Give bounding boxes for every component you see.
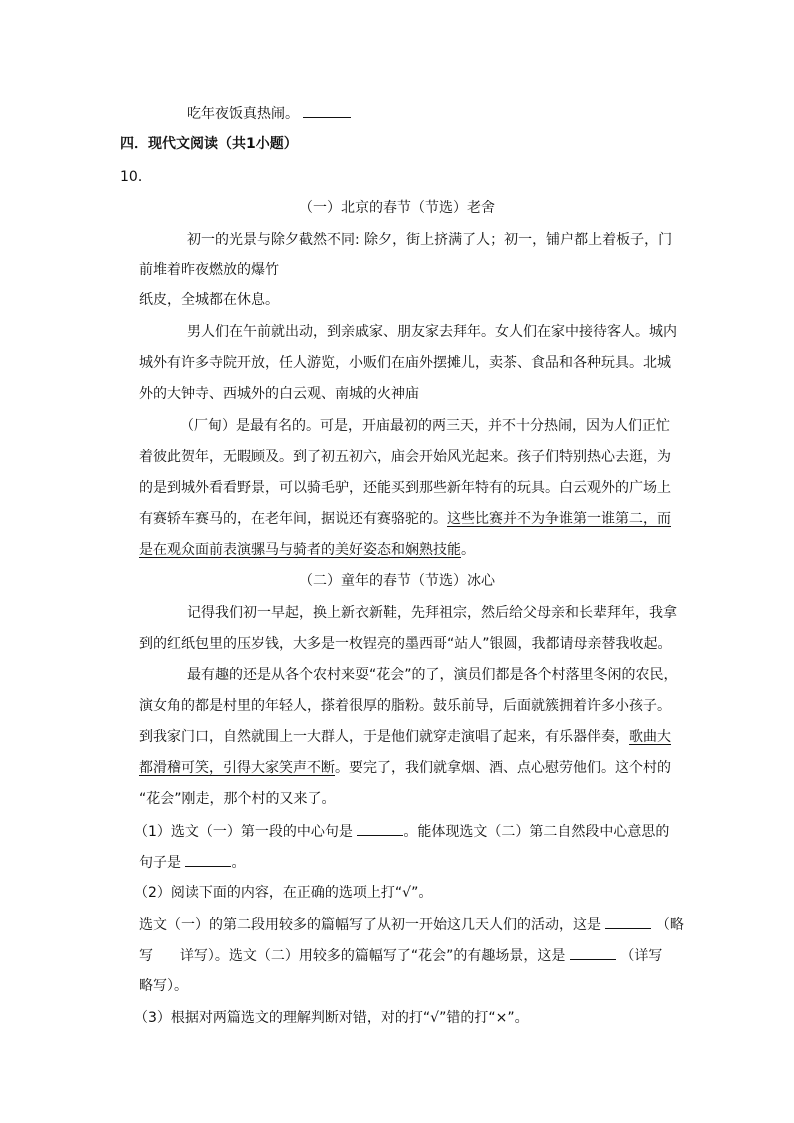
subquestion-2-heading: （2）阅读下面的内容，在正确的选项上打“√”。 — [134, 885, 433, 901]
passage2-line: 记得我们初一早起，换上新衣新鞋，先拜祖宗，然后给父母亲和长辈拜年，我拿 — [187, 605, 677, 621]
passage1-line: 的是到城外看看野景，可以骑毛驴，还能买到那些新年特有的玩具。白云观外的广场上 — [139, 480, 671, 496]
underlined-phrase-part1: 歌曲大 — [629, 729, 671, 745]
answer-blank[interactable] — [185, 852, 231, 867]
subquestion-2-line1 — [139, 914, 684, 935]
option-detail-brief-2[interactable]: （详写 — [620, 948, 663, 964]
passage1-text: 。 — [461, 542, 475, 558]
passage1-text: 有赛轿车赛马的，在老年间，据说还有赛骆驼的。 — [139, 511, 447, 527]
subquestion-3-heading: （3）根据对两篇选文的理解判断对错，对的打“√”错的打“×”。 — [134, 1010, 529, 1026]
subquestion-2-line3[interactable]: 略写）。 — [139, 978, 188, 994]
subquestion-2-text: 选文（一）的第二段用较多的篇幅写了从初一开始这几天人们的活动，这是 — [139, 917, 601, 933]
passage2-title: （二）童年的春节（节选）冰心 — [299, 573, 495, 589]
subquestion-1-line2 — [139, 852, 245, 873]
answer-blank[interactable] — [303, 103, 351, 118]
question-number: 10． — [120, 169, 152, 185]
passage1-line: 城外有许多寺院开放，任人游览，小贩们在庙外摆摊儿，卖茶、食品和各种玩具。北城 — [139, 355, 671, 371]
subquestion-1-text: （1）选文（一）第一段的中心句是 — [134, 824, 353, 840]
subquestion-2-line2 — [139, 945, 662, 966]
passage1-line: 初一的光景与除夕截然不同: 除夕，街上挤满了人；初一，铺户都上着板子，门 — [187, 232, 673, 248]
passage1-line-with-underline — [139, 509, 671, 529]
passage2-line-with-underline — [139, 758, 671, 778]
subquestion-1-text: 句子是 — [139, 855, 181, 871]
subquestion-2-text: 详写）。选文（二）用较多的篇幅写了“花会”的有趣场景，这是 — [179, 948, 566, 964]
previous-item-line — [187, 103, 351, 124]
answer-blank[interactable] — [357, 821, 403, 836]
passage1-line-with-underline — [139, 540, 475, 560]
subquestion-1-text: 。 — [231, 855, 246, 871]
passage2-line: 最有趣的还是从各个农村来耍“花会”的了，演员们都是各个村落里冬闲的农民， — [187, 667, 678, 683]
underlined-phrase-part2: 都滑稽可笑，引得大家笑声不断 — [139, 760, 335, 776]
passage2-line: 到的红纸包里的压岁钱，大多是一枚锃亮的墨西哥“站人”银圆，我都请母亲替我收起。 — [139, 636, 672, 652]
passage2-line-with-underline — [139, 727, 671, 747]
previous-item-text: 吃年夜饭真热闹。 — [187, 106, 299, 122]
answer-blank[interactable] — [570, 945, 616, 960]
passage2-text: 。要完了，我们就拿烟、酒、点心慰劳他们。这个村的 — [335, 760, 671, 776]
section-heading: 四．现代文阅读（共1小题） — [120, 136, 298, 152]
option-brief-1[interactable]: 写 — [139, 948, 153, 964]
passage1-line: 前堆着昨夜燃放的爆竹 — [139, 262, 279, 278]
passage1-title: （一）北京的春节（节选）老舍 — [299, 200, 495, 216]
underlined-sentence-part2: 是在观众面前表演骡马与骑者的美好姿态和娴熟技能 — [139, 542, 461, 558]
passage2-line: “花会”刚走，那个村的又来了。 — [139, 791, 336, 807]
underlined-sentence-part1: 这些比赛并不为争谁第一谁第二，而 — [447, 511, 671, 527]
passage1-line: 外的大钟寺、西城外的白云观、南城的火神庙 — [139, 386, 419, 402]
subquestion-1-text: 。能体现选文（二）第二自然段中心意思的 — [403, 824, 670, 840]
answer-blank[interactable] — [605, 914, 651, 929]
subquestion-1-line1 — [134, 821, 669, 842]
passage1-line: （厂甸）是最有名的。可是，开庙最初的两三天，并不十分热闹，因为人们正忙 — [180, 418, 670, 434]
passage2-text: 到我家门口，自然就围上一大群人，于是他们就穿走演唱了起来，有乐器伴奏， — [139, 729, 629, 745]
passage1-line: 纸皮，全城都在休息。 — [139, 292, 279, 308]
option-brief-detail-1[interactable]: （略 — [655, 917, 684, 933]
passage1-line: 男人们在午前就出动，到亲戚家、朋友家去拜年。女人们在家中接待客人。城内 — [187, 324, 677, 340]
passage1-line: 着彼此贺年，无暇顾及。到了初五初六，庙会开始风光起来。孩子们特别热心去逛，为 — [139, 449, 671, 465]
passage2-line: 演女角的都是村里的年轻人，搽着很厚的脂粉。鼓乐前导，后面就簇拥着许多小孩子。 — [139, 698, 671, 714]
